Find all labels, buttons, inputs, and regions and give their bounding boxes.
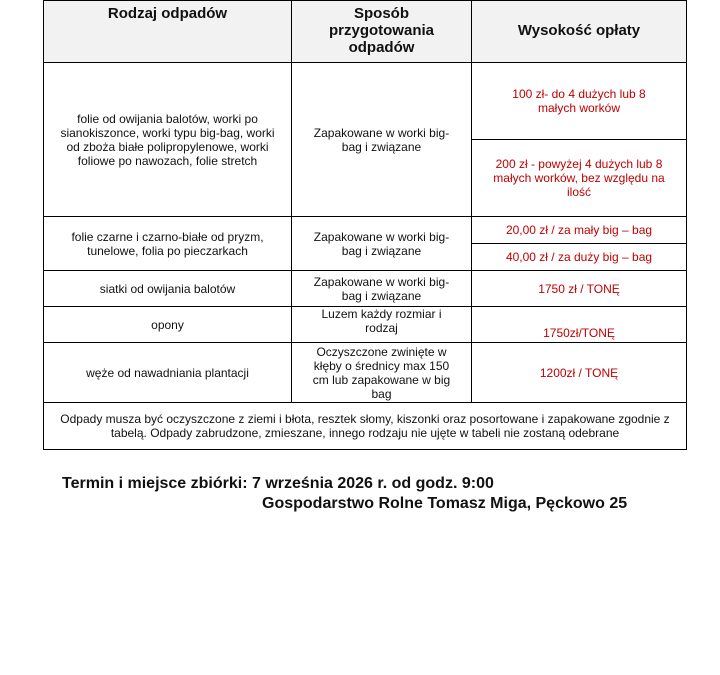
table-row [44,271,687,307]
preparation-method-cell: Oczyszczone zwinięte w kłęby o średnicy max 150 cm lub zapakowane w big bag [292,343,472,403]
fee-cell: 1750zł/TONĘ [472,307,687,343]
preparation-method-cell: Luzem każdy rozmiar i rodzaj [292,307,472,343]
collection-rules-note: Odpady musza być oczyszczone z ziemi i błota, resztek słomy, kiszonki oraz posortowane i zapakowane zgodnie z tabelą. Odpady zabrudzone, zmieszane, innego rodzaju nie ujęte w tabeli nie zostaną odebrane [44,403,687,450]
table-row [44,307,687,343]
waste-type-cell: węże od nawadniania plantacji [44,343,292,403]
waste-type-cell: opony [44,307,292,343]
fee-cell: 1750 zł / TONĘ [472,271,687,307]
collection-date-line: Termin i miejsce zbiórki: 7 września 2026 r. od godz. 9:00 [62,475,494,492]
table-header-row [44,1,687,63]
waste-fee-table [43,0,687,450]
header-preparation-method: Sposób przygotowania odpadów [292,1,472,63]
waste-type-cell: folie od owijania balotów, worki po sianokiszonce, worki typu big-bag, worki od zboża białe polipropylenowe, worki foliowe po nawozach, folie stretch [44,63,292,217]
preparation-method-cell: Zapakowane w worki big-bag i związane [292,271,472,307]
waste-type-cell: siatki od owijania balotów [44,271,292,307]
fee-cell: 20,00 zł / za mały big – bag [472,217,687,244]
fee-cell: 1200zł / TONĘ [472,343,687,403]
fee-cell: 200 zł - powyżej 4 dużych lub 8 małych worków, bez względu na ilość [472,140,687,217]
fee-cell: 100 zł- do 4 dużych lub 8 małych worków [472,63,687,140]
table-note-row [44,403,687,450]
table-row [44,217,687,244]
preparation-method-cell: Zapakowane w worki big-bag i związane [292,63,472,217]
preparation-method-cell: Zapakowane w worki big-bag i związane [292,217,472,271]
header-waste-type: Rodzaj odpadów [44,1,292,63]
table-row [44,63,687,140]
collection-place-line: Gospodarstwo Rolne Tomasz Miga, Pęckowo 25 [262,495,628,512]
header-fee: Wysokość opłaty [472,1,687,63]
fee-cell: 40,00 zł / za duży big – bag [472,244,687,271]
table-row [44,343,687,403]
waste-type-cell: folie czarne i czarno-białe od pryzm, tunelowe, folia po pieczarkach [44,217,292,271]
